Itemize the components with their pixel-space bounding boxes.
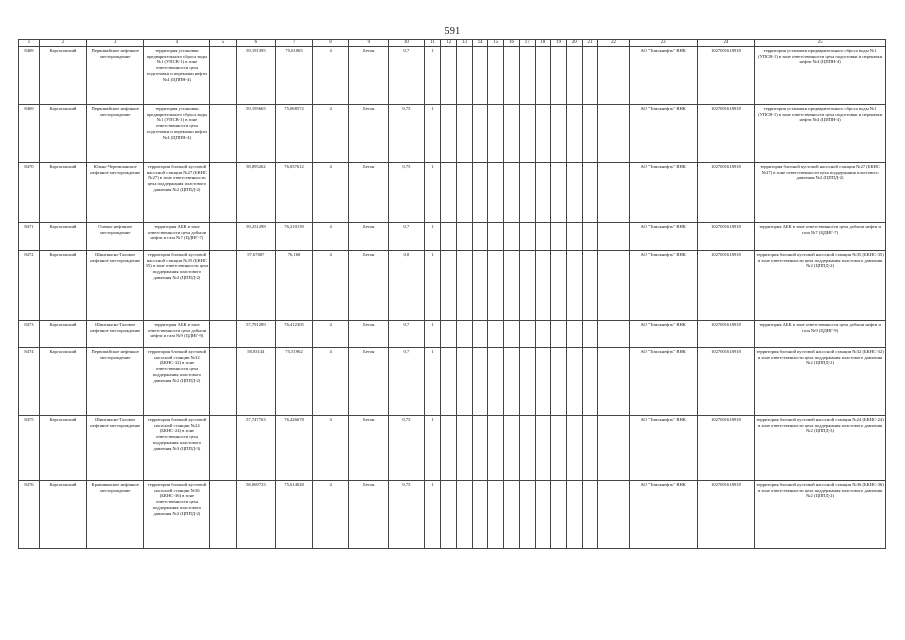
table-cell: 0,7 bbox=[389, 348, 425, 416]
table-cell bbox=[551, 251, 567, 321]
table-cell bbox=[472, 223, 488, 251]
table-cell bbox=[457, 251, 473, 321]
table-cell: 0,8 bbox=[389, 251, 425, 321]
table-cell bbox=[457, 416, 473, 481]
table-cell: территория блочной кустовой насосной станции №35 (БКНС-35) в зоне ответственности цеха поддержания пластового давления №2 (ЦППД-2) bbox=[755, 251, 886, 321]
table-cell: 1 bbox=[424, 47, 441, 105]
table-cell: территория установки предварительного сброса воды №1 (УПСВ-1) в зоне ответственности цеха подготовки и перекачки нефти №4 (ЦППН-4) bbox=[144, 47, 210, 105]
table-cell bbox=[535, 163, 551, 223]
table-cell bbox=[441, 348, 457, 416]
table-cell bbox=[566, 481, 582, 549]
column-number: 5 bbox=[210, 40, 236, 47]
registry-table bbox=[18, 39, 886, 549]
table-cell: 4 bbox=[312, 416, 349, 481]
table-cell bbox=[519, 47, 535, 105]
table-cell: Каргасокский bbox=[39, 105, 86, 163]
table-row bbox=[19, 105, 886, 163]
column-number: 23 bbox=[629, 40, 697, 47]
table-cell bbox=[566, 163, 582, 223]
table-cell: Первомайское нефтяное месторождение bbox=[86, 47, 144, 105]
table-cell bbox=[535, 416, 551, 481]
table-cell bbox=[551, 163, 567, 223]
table-cell bbox=[472, 348, 488, 416]
table-cell bbox=[519, 321, 535, 348]
table-cell bbox=[519, 251, 535, 321]
table-cell bbox=[582, 105, 598, 163]
table-cell bbox=[598, 481, 629, 549]
table-cell: Шингинско-Таловое нефтяное месторождение bbox=[86, 321, 144, 348]
table-cell bbox=[519, 348, 535, 416]
table-cell: 1027001618918 bbox=[697, 416, 755, 481]
table-row bbox=[19, 321, 886, 348]
table-cell: 57,747763 bbox=[236, 416, 276, 481]
table-cell: 8469 bbox=[19, 105, 40, 163]
table-cell bbox=[210, 163, 236, 223]
table-cell bbox=[582, 416, 598, 481]
table-cell: 4 bbox=[312, 251, 349, 321]
table-cell: Бетон bbox=[349, 163, 389, 223]
table-row bbox=[19, 416, 886, 481]
table-cell: 8470 bbox=[19, 163, 40, 223]
table-cell: территория АБК в зоне ответственности цеха добычи нефти и газа №9 (ЦДНГ-9) bbox=[755, 321, 886, 348]
table-cell bbox=[210, 481, 236, 549]
table-cell: 59,195665 bbox=[236, 105, 276, 163]
table-cell bbox=[472, 163, 488, 223]
table-cell bbox=[504, 251, 520, 321]
table-cell: 0,7 bbox=[389, 321, 425, 348]
table-cell bbox=[535, 348, 551, 416]
table-cell: 1 bbox=[424, 321, 441, 348]
table-cell: территория блочной кустовой насосной станции №32 (БКНС-32) в зоне ответственности цеха поддержания пластового давления №2 (ЦППД-2) bbox=[755, 348, 886, 416]
table-cell bbox=[472, 481, 488, 549]
table-cell: 75,614028 bbox=[276, 481, 313, 549]
table-cell: 75,068572 bbox=[276, 105, 313, 163]
table-row bbox=[19, 163, 886, 223]
table-cell: Каргасокский bbox=[39, 251, 86, 321]
table-cell: 4 bbox=[312, 47, 349, 105]
table-cell bbox=[598, 47, 629, 105]
table-cell bbox=[598, 223, 629, 251]
table-cell bbox=[551, 321, 567, 348]
table-cell bbox=[551, 348, 567, 416]
table-cell: АО "Томскнефть" ВНК bbox=[629, 47, 697, 105]
table-cell bbox=[551, 47, 567, 105]
table-cell bbox=[598, 348, 629, 416]
column-number: 14 bbox=[472, 40, 488, 47]
column-number: 19 bbox=[551, 40, 567, 47]
table-cell bbox=[472, 47, 488, 105]
table-cell: Каргасокский bbox=[39, 47, 86, 105]
table-cell bbox=[441, 416, 457, 481]
table-cell bbox=[457, 47, 473, 105]
table-cell bbox=[504, 47, 520, 105]
table-cell: 1027001618918 bbox=[697, 223, 755, 251]
table-cell: 4 bbox=[312, 163, 349, 223]
table-cell: Бетон bbox=[349, 481, 389, 549]
table-cell: 76,210139 bbox=[276, 223, 313, 251]
table-cell: территория АБК в зоне ответственности цеха добычи нефти и газа №7 (ЦДНГ-7) bbox=[755, 223, 886, 251]
table-cell: Каргасокский bbox=[39, 223, 86, 251]
table-cell: 8469 bbox=[19, 47, 40, 105]
table-cell: Бетон bbox=[349, 348, 389, 416]
table-cell bbox=[598, 416, 629, 481]
table-cell: территория блочной кустовой насосной станции №35 (БКНС 35) в зоне ответственности цеха поддержания пластового давления №2 (ЦППД-2) bbox=[144, 251, 210, 321]
table-cell bbox=[457, 348, 473, 416]
table-cell bbox=[472, 105, 488, 163]
table-cell bbox=[582, 47, 598, 105]
table-cell: 1 bbox=[424, 481, 441, 549]
table-cell: 75,51962 bbox=[276, 348, 313, 416]
table-cell: территория блочной кустовой насосной станции №27 (БКНС №27) в зоне ответственности цеха поддержания пластового давления №2 (ЦППД-2) bbox=[755, 163, 886, 223]
column-number: 17 bbox=[519, 40, 535, 47]
table-cell: 4 bbox=[312, 223, 349, 251]
table-cell bbox=[582, 321, 598, 348]
table-cell: 1 bbox=[424, 348, 441, 416]
table-cell bbox=[582, 251, 598, 321]
table-cell bbox=[566, 47, 582, 105]
column-number: 8 bbox=[312, 40, 349, 47]
table-cell bbox=[441, 251, 457, 321]
table-cell: 58,83144 bbox=[236, 348, 276, 416]
table-cell bbox=[488, 223, 504, 251]
table-cell bbox=[535, 105, 551, 163]
table-cell: 1027001618918 bbox=[697, 481, 755, 549]
table-cell bbox=[519, 481, 535, 549]
table-cell: 57,67687 bbox=[236, 251, 276, 321]
table-row bbox=[19, 47, 886, 105]
table-cell bbox=[441, 47, 457, 105]
table-cell: АО "Томскнефть" ВНК bbox=[629, 321, 697, 348]
column-number: 12 bbox=[441, 40, 457, 47]
table-cell: Бетон bbox=[349, 321, 389, 348]
table-cell bbox=[504, 105, 520, 163]
table-cell: 0,7 bbox=[389, 47, 425, 105]
table-cell: Крапивинское нефтяное месторождение bbox=[86, 481, 144, 549]
table-cell: 8474 bbox=[19, 348, 40, 416]
table-row bbox=[19, 223, 886, 251]
table-cell bbox=[441, 163, 457, 223]
table-cell: Каргасокский bbox=[39, 416, 86, 481]
table-cell: 1027001618918 bbox=[697, 105, 755, 163]
table-cell bbox=[472, 251, 488, 321]
table-cell: 8471 bbox=[19, 223, 40, 251]
table-cell bbox=[598, 105, 629, 163]
table-cell: 58,895262 bbox=[236, 163, 276, 223]
column-number: 21 bbox=[582, 40, 598, 47]
column-number: 9 bbox=[349, 40, 389, 47]
table-cell: 4 bbox=[312, 105, 349, 163]
table-cell bbox=[566, 223, 582, 251]
table-cell bbox=[582, 481, 598, 549]
column-number: 16 bbox=[504, 40, 520, 47]
table-cell: 1 bbox=[424, 163, 441, 223]
table-cell: 0,75 bbox=[389, 105, 425, 163]
column-number: 1 bbox=[19, 40, 40, 47]
table-cell bbox=[519, 223, 535, 251]
table-cell: 58,069733 bbox=[236, 481, 276, 549]
table-cell: территория установки предварительного сброса воды №1 (УПСВ-1) в зоне ответственности цеха подготовки и перекачки нефти №4 (ЦППН-4) bbox=[755, 47, 886, 105]
table-cell: 0,75 bbox=[389, 163, 425, 223]
table-cell bbox=[488, 416, 504, 481]
table-cell bbox=[598, 321, 629, 348]
page-number: 591 bbox=[444, 26, 461, 37]
table-cell: Южно-Черемшанское нефтяное месторождение bbox=[86, 163, 144, 223]
table-cell bbox=[441, 321, 457, 348]
table-row bbox=[19, 348, 886, 416]
table-cell: территория блочной кустовой насосной станции №24 (БКНС-24) в зоне ответственности цеха поддержания пластового давления №3 (ЦППД-3) bbox=[144, 416, 210, 481]
table-cell bbox=[566, 348, 582, 416]
table-cell: территория блочной кустовой насосной станции №36 (БКНС-36) в зоне ответственности цеха поддержания пластового давления №2 (ЦППД-2) bbox=[755, 481, 886, 549]
table-cell: Первомайское нефтяное месторождение bbox=[86, 348, 144, 416]
table-cell: 1027001618918 bbox=[697, 251, 755, 321]
table-cell bbox=[210, 321, 236, 348]
table-cell: 1027001618918 bbox=[697, 321, 755, 348]
table-cell: 59,191395 bbox=[236, 47, 276, 105]
table-cell: 8472 bbox=[19, 251, 40, 321]
table-cell bbox=[210, 251, 236, 321]
column-number: 2 bbox=[39, 40, 86, 47]
table-cell: Оленье нефтяное месторождение bbox=[86, 223, 144, 251]
column-number: 25 bbox=[755, 40, 886, 47]
column-number: 18 bbox=[535, 40, 551, 47]
table-cell: Шингинско-Таловое нефтяное месторождение bbox=[86, 416, 144, 481]
table-cell: АО "Томскнефть" ВНК bbox=[629, 481, 697, 549]
table-cell: 76,412305 bbox=[276, 321, 313, 348]
column-number: 6 bbox=[236, 40, 276, 47]
table-cell bbox=[566, 251, 582, 321]
table-cell: 59,251298 bbox=[236, 223, 276, 251]
table-row bbox=[19, 481, 886, 549]
table-cell bbox=[210, 223, 236, 251]
table-cell: территория блочной кустовой насосной станции №32 (БКНС-32) в зоне ответственности цеха поддержания пластового давления №2 (ЦППД-2) bbox=[144, 348, 210, 416]
table-cell bbox=[535, 251, 551, 321]
table-cell bbox=[488, 321, 504, 348]
table-cell: 4 bbox=[312, 321, 349, 348]
table-cell: 4 bbox=[312, 481, 349, 549]
table-cell: АО "Томскнефть" ВНК bbox=[629, 223, 697, 251]
table-cell bbox=[551, 416, 567, 481]
table-cell bbox=[504, 321, 520, 348]
table-cell bbox=[488, 481, 504, 549]
column-number: 3 bbox=[86, 40, 144, 47]
table-cell bbox=[598, 251, 629, 321]
table-cell bbox=[472, 321, 488, 348]
table-cell bbox=[566, 416, 582, 481]
table-cell: Каргасокский bbox=[39, 348, 86, 416]
table-cell bbox=[504, 348, 520, 416]
table-cell bbox=[551, 105, 567, 163]
table-cell bbox=[504, 481, 520, 549]
table-cell bbox=[582, 223, 598, 251]
table-cell: территория АБК в зоне ответственности цеха добычи нефти и газа №9 (ЦДНГ-9) bbox=[144, 321, 210, 348]
table-cell: Шингинско-Таловое нефтяное месторождение bbox=[86, 251, 144, 321]
table-cell bbox=[551, 481, 567, 549]
table-cell: 1 bbox=[424, 223, 441, 251]
table-cell bbox=[457, 321, 473, 348]
table-row bbox=[19, 251, 886, 321]
table-cell: Бетон bbox=[349, 105, 389, 163]
table-cell bbox=[519, 163, 535, 223]
table-cell: 76,168 bbox=[276, 251, 313, 321]
table-cell bbox=[488, 348, 504, 416]
table-cell: АО "Томскнефть" ВНК bbox=[629, 348, 697, 416]
table-cell bbox=[535, 223, 551, 251]
column-number: 20 bbox=[566, 40, 582, 47]
table-cell: АО "Томскнефть" ВНК bbox=[629, 163, 697, 223]
table-cell bbox=[504, 163, 520, 223]
table-cell: 4 bbox=[312, 348, 349, 416]
table-cell bbox=[535, 321, 551, 348]
table-cell: Бетон bbox=[349, 223, 389, 251]
table-cell bbox=[566, 105, 582, 163]
table-cell bbox=[210, 416, 236, 481]
table-cell bbox=[488, 47, 504, 105]
table-cell bbox=[472, 416, 488, 481]
column-number: 11 bbox=[424, 40, 441, 47]
table-cell: территория АБК в зоне ответственности цеха добычи нефти и газа №7 (ЦДНГ-7) bbox=[144, 223, 210, 251]
table-cell bbox=[488, 105, 504, 163]
table-cell: территория блочной кустовой насосной станции №24 (БКНС-24) в зоне ответственности цеха поддержания пластового давления №2 (ЦППД-3) bbox=[755, 416, 886, 481]
table-cell: 76,837612 bbox=[276, 163, 313, 223]
table-cell bbox=[519, 105, 535, 163]
table-cell bbox=[457, 223, 473, 251]
column-number: 10 bbox=[389, 40, 425, 47]
table-cell bbox=[457, 481, 473, 549]
table-cell: Первомайское нефтяное месторождение bbox=[86, 105, 144, 163]
table-cell: 0,7 bbox=[389, 223, 425, 251]
table-cell: 76,426678 bbox=[276, 416, 313, 481]
table-cell: 0,75 bbox=[389, 416, 425, 481]
table-cell bbox=[441, 223, 457, 251]
table-cell bbox=[582, 348, 598, 416]
table-cell bbox=[488, 163, 504, 223]
table-cell bbox=[519, 416, 535, 481]
table-cell: 57,791289 bbox=[236, 321, 276, 348]
table-cell bbox=[535, 481, 551, 549]
table-cell: 1027001618918 bbox=[697, 348, 755, 416]
column-number: 24 bbox=[697, 40, 755, 47]
table-cell: территория блочной кустовой насосной станции №36 (БКНС-36) в зоне ответственности цеха поддержания пластового давления №2 (ЦППД-2) bbox=[144, 481, 210, 549]
table-cell: 8476 bbox=[19, 481, 40, 549]
table-cell bbox=[210, 105, 236, 163]
table-cell: Бетон bbox=[349, 47, 389, 105]
table-cell: 1027001618918 bbox=[697, 163, 755, 223]
table-cell: 8473 bbox=[19, 321, 40, 348]
table-cell bbox=[504, 223, 520, 251]
table-cell bbox=[504, 416, 520, 481]
table-cell: Каргасокский bbox=[39, 321, 86, 348]
table-cell: 1 bbox=[424, 251, 441, 321]
table-cell: территория установки предварительного сброса воды №1 (УПСВ-1) в зоне ответственности цеха подготовки и перекачки нефти №4 (ЦППН-4) bbox=[144, 105, 210, 163]
table-cell: Бетон bbox=[349, 416, 389, 481]
table-cell bbox=[441, 105, 457, 163]
table-cell bbox=[535, 47, 551, 105]
table-cell bbox=[598, 163, 629, 223]
column-number: 15 bbox=[488, 40, 504, 47]
column-number-row bbox=[19, 40, 886, 47]
table-cell bbox=[441, 481, 457, 549]
column-number: 13 bbox=[457, 40, 473, 47]
table-cell: 8475 bbox=[19, 416, 40, 481]
table-cell bbox=[488, 251, 504, 321]
column-number: 7 bbox=[276, 40, 313, 47]
table-cell: Каргасокский bbox=[39, 481, 86, 549]
table-cell bbox=[210, 348, 236, 416]
table-cell: территория блочной кустовой насосной станции №27 (БКНС №27) в зоне ответственности цеха поддержания пластового давления №2 (ЦППД-2) bbox=[144, 163, 210, 223]
table-cell: АО "Томскнефть" ВНК bbox=[629, 251, 697, 321]
table-cell: АО "Томскнефть" ВНК bbox=[629, 105, 697, 163]
column-number: 4 bbox=[144, 40, 210, 47]
table-cell bbox=[551, 223, 567, 251]
column-number: 22 bbox=[598, 40, 629, 47]
table-cell: 1 bbox=[424, 416, 441, 481]
table-cell: 0,75 bbox=[389, 481, 425, 549]
table-cell bbox=[582, 163, 598, 223]
table-cell: АО "Томскнефть" ВНК bbox=[629, 416, 697, 481]
table-cell: территория установки предварительного сброса воды №1 (УПСВ-1) в зоне ответственности цеха подготовки и перекачки нефти №4 (ЦППН-4) bbox=[755, 105, 886, 163]
table-cell: 1 bbox=[424, 105, 441, 163]
table-cell bbox=[457, 163, 473, 223]
table-cell bbox=[566, 321, 582, 348]
table-cell: Бетон bbox=[349, 251, 389, 321]
table-cell: Каргасокский bbox=[39, 163, 86, 223]
table-cell bbox=[210, 47, 236, 105]
table-cell bbox=[457, 105, 473, 163]
table-cell: 75,61065 bbox=[276, 47, 313, 105]
table-cell: 1027001618918 bbox=[697, 47, 755, 105]
